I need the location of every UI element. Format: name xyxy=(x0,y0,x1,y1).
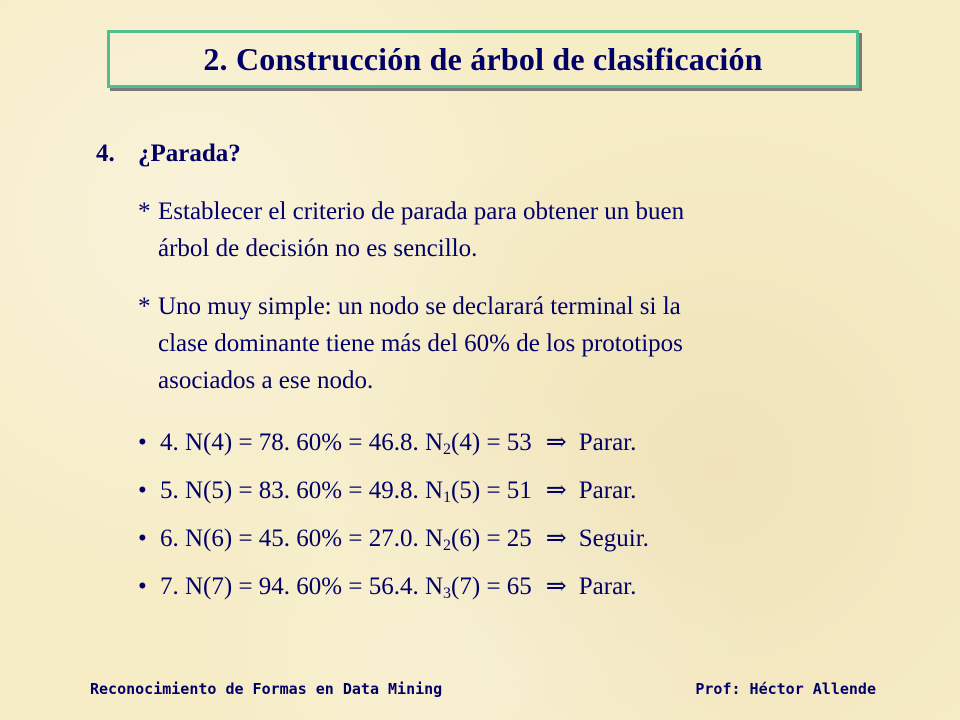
bullet-text: (7) = 65 xyxy=(451,573,532,600)
implies-arrow-icon: ⇒ xyxy=(545,477,567,504)
bullet-text: (6) = 25 xyxy=(451,525,532,552)
implies-arrow-icon: ⇒ xyxy=(545,573,567,600)
paragraph-criterion xyxy=(138,193,858,267)
paragraph-line: asociados a ese nodo. xyxy=(158,367,374,394)
bullet-result: Parar. xyxy=(578,429,637,456)
subscript: 1 xyxy=(443,489,452,506)
slide-title: 2. Construcción de árbol de clasificación xyxy=(203,40,763,77)
bullet-text: 5. N(5) = 83. 60% = 49.8. N xyxy=(160,477,444,504)
subscript: 2 xyxy=(443,537,452,554)
bullet-text: 4. N(4) = 78. 60% = 46.8. N xyxy=(160,429,444,456)
bullet-result: Seguir. xyxy=(578,525,649,552)
paragraph-line: clase dominante tiene más del 60% de los prototipos xyxy=(158,330,683,357)
list-item xyxy=(138,564,649,612)
bullet-icon: • xyxy=(138,573,147,600)
implies-arrow-icon: ⇒ xyxy=(545,525,567,552)
bullet-icon: • xyxy=(138,477,147,504)
bullet-result: Parar. xyxy=(578,573,637,600)
asterisk-marker: * xyxy=(138,293,151,320)
item-number: 4. xyxy=(96,140,115,167)
implies-arrow-icon: ⇒ xyxy=(545,429,567,456)
subscript: 2 xyxy=(443,441,452,458)
list-item xyxy=(138,420,649,468)
title-box xyxy=(107,30,859,88)
paragraph-line: árbol de decisión no es sencillo. xyxy=(158,235,478,262)
item-heading-text: ¿Parada? xyxy=(138,140,241,167)
bullet-result: Parar. xyxy=(578,477,637,504)
bullet-text: 7. N(7) = 94. 60% = 56.4. N xyxy=(160,573,444,600)
bullet-text: (5) = 51 xyxy=(451,477,532,504)
footer-course: Reconocimiento de Formas en Data Mining xyxy=(90,680,443,698)
asterisk-marker: * xyxy=(138,198,151,225)
bullet-icon: • xyxy=(138,525,147,552)
bullet-text: 6. N(6) = 45. 60% = 27.0. N xyxy=(160,525,444,552)
bullet-icon: • xyxy=(138,429,147,456)
subscript: 3 xyxy=(443,585,452,602)
paragraph-line: Uno muy simple: un nodo se declarará terminal si la xyxy=(158,293,681,320)
node-evaluation-list xyxy=(138,420,649,612)
paragraph-line: Establecer el criterio de parada para obtener un buen xyxy=(158,198,685,225)
item-heading xyxy=(96,140,241,168)
list-item xyxy=(138,516,649,564)
paragraph-simple-rule xyxy=(138,288,858,399)
footer xyxy=(0,680,960,704)
list-item xyxy=(138,468,649,516)
footer-author: Prof: Héctor Allende xyxy=(695,680,876,698)
bullet-text: (4) = 53 xyxy=(451,429,532,456)
